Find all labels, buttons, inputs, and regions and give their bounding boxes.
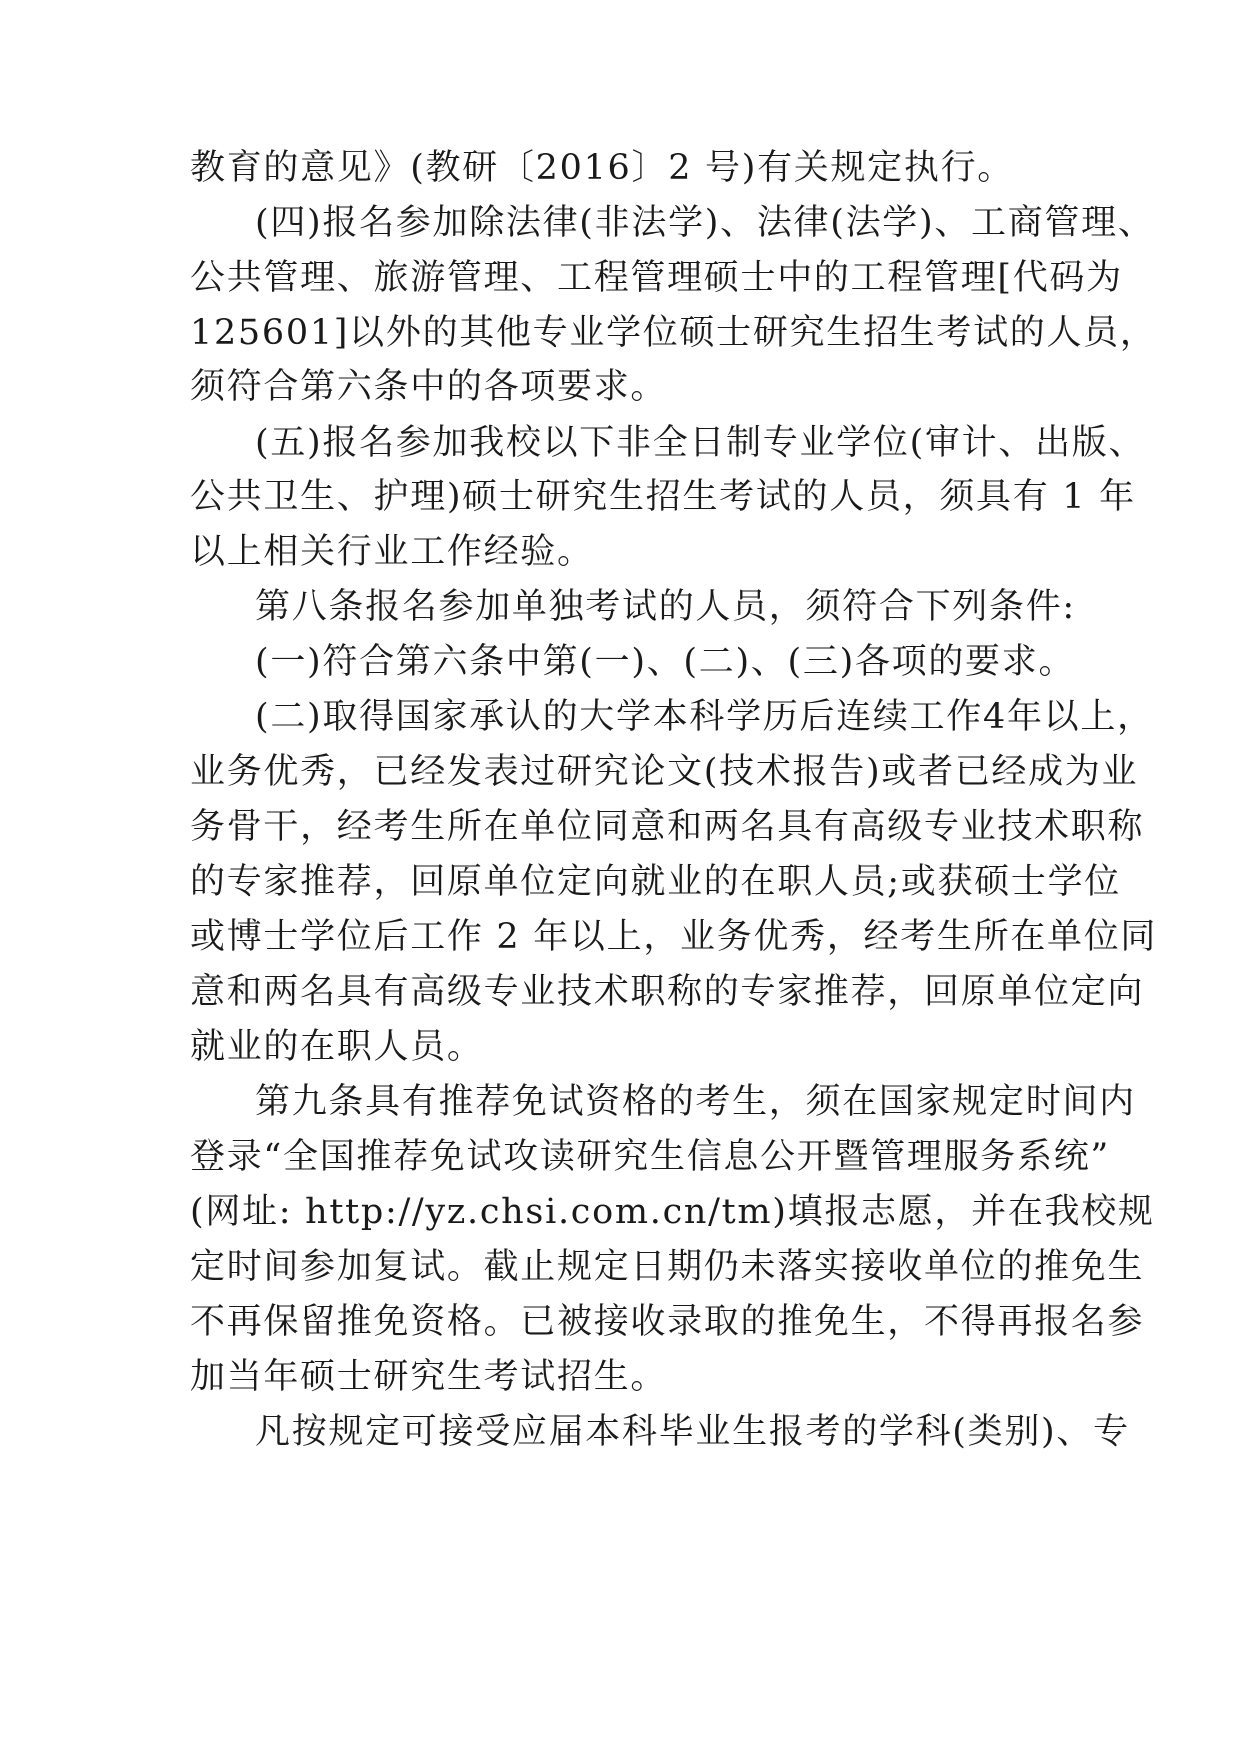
text-line: 公共卫生、护理)硕士研究生招生考试的人员，须具有 1 年: [190, 477, 1136, 517]
article-8-heading: 第八条报名参加单独考试的人员，须符合下列条件:: [255, 587, 1076, 627]
text-line: 教育的意见》(教研〔2016〕2 号)有关规定执行。: [190, 148, 1014, 188]
text-line: 须符合第六条中的各项要求。: [190, 367, 668, 407]
text-line: 加当年硕士研究生考试招生。: [190, 1357, 668, 1397]
text-line: (网址: http://yz.chsi.com.cn/tm)填报志愿，并在我校规: [190, 1192, 1155, 1232]
paragraph-start: (一)符合第六条中第(一)、(二)、(三)各项的要求。: [255, 642, 1076, 682]
text-line: 或博士学位后工作 2 年以上，业务优秀，经考生所在单位同: [190, 917, 1158, 957]
text-line: 登录“全国推荐免试攻读研究生信息公开暨管理服务系统”: [190, 1137, 1110, 1177]
paragraph-start: 凡按规定可接受应届本科毕业生报考的学科(类别)、专: [255, 1412, 1130, 1452]
text-line: 公共管理、旅游管理、工程管理硕士中的工程管理[代码为: [190, 258, 1123, 298]
paragraph-start: (五)报名参加我校以下非全日制专业学位(审计、出版、: [255, 423, 1146, 463]
text-line: 就业的在职人员。: [190, 1027, 484, 1067]
text-line: 务骨干，经考生所在单位同意和两名具有高级专业技术职称: [190, 807, 1145, 847]
text-line: 定时间参加复试。截止规定日期仍未落实接收单位的推免生: [190, 1247, 1145, 1287]
text-line: 125601]以外的其他专业学位硕士研究生招生考试的人员，: [190, 313, 1157, 353]
text-line: 的专家推荐，回原单位定向就业的在职人员;或获硕士学位: [190, 862, 1121, 902]
text-line: 以上相关行业工作经验。: [190, 532, 594, 572]
text-line: 意和两名具有高级专业技术职称的专家推荐，回原单位定向: [190, 972, 1145, 1012]
article-9-heading: 第九条具有推荐免试资格的考生，须在国家规定时间内: [255, 1082, 1136, 1122]
text-line: 业务优秀，已经发表过研究论文(技术报告)或者已经成为业: [190, 752, 1139, 792]
text-line: 不再保留推免资格。已被接收录取的推免生，不得再报名参: [190, 1302, 1145, 1342]
paragraph-start: (四)报名参加除法律(非法学)、法律(法学)、工商管理、: [255, 203, 1155, 243]
paragraph-start: (二)取得国家承认的大学本科学历后连续工作4年以上，: [255, 697, 1154, 737]
